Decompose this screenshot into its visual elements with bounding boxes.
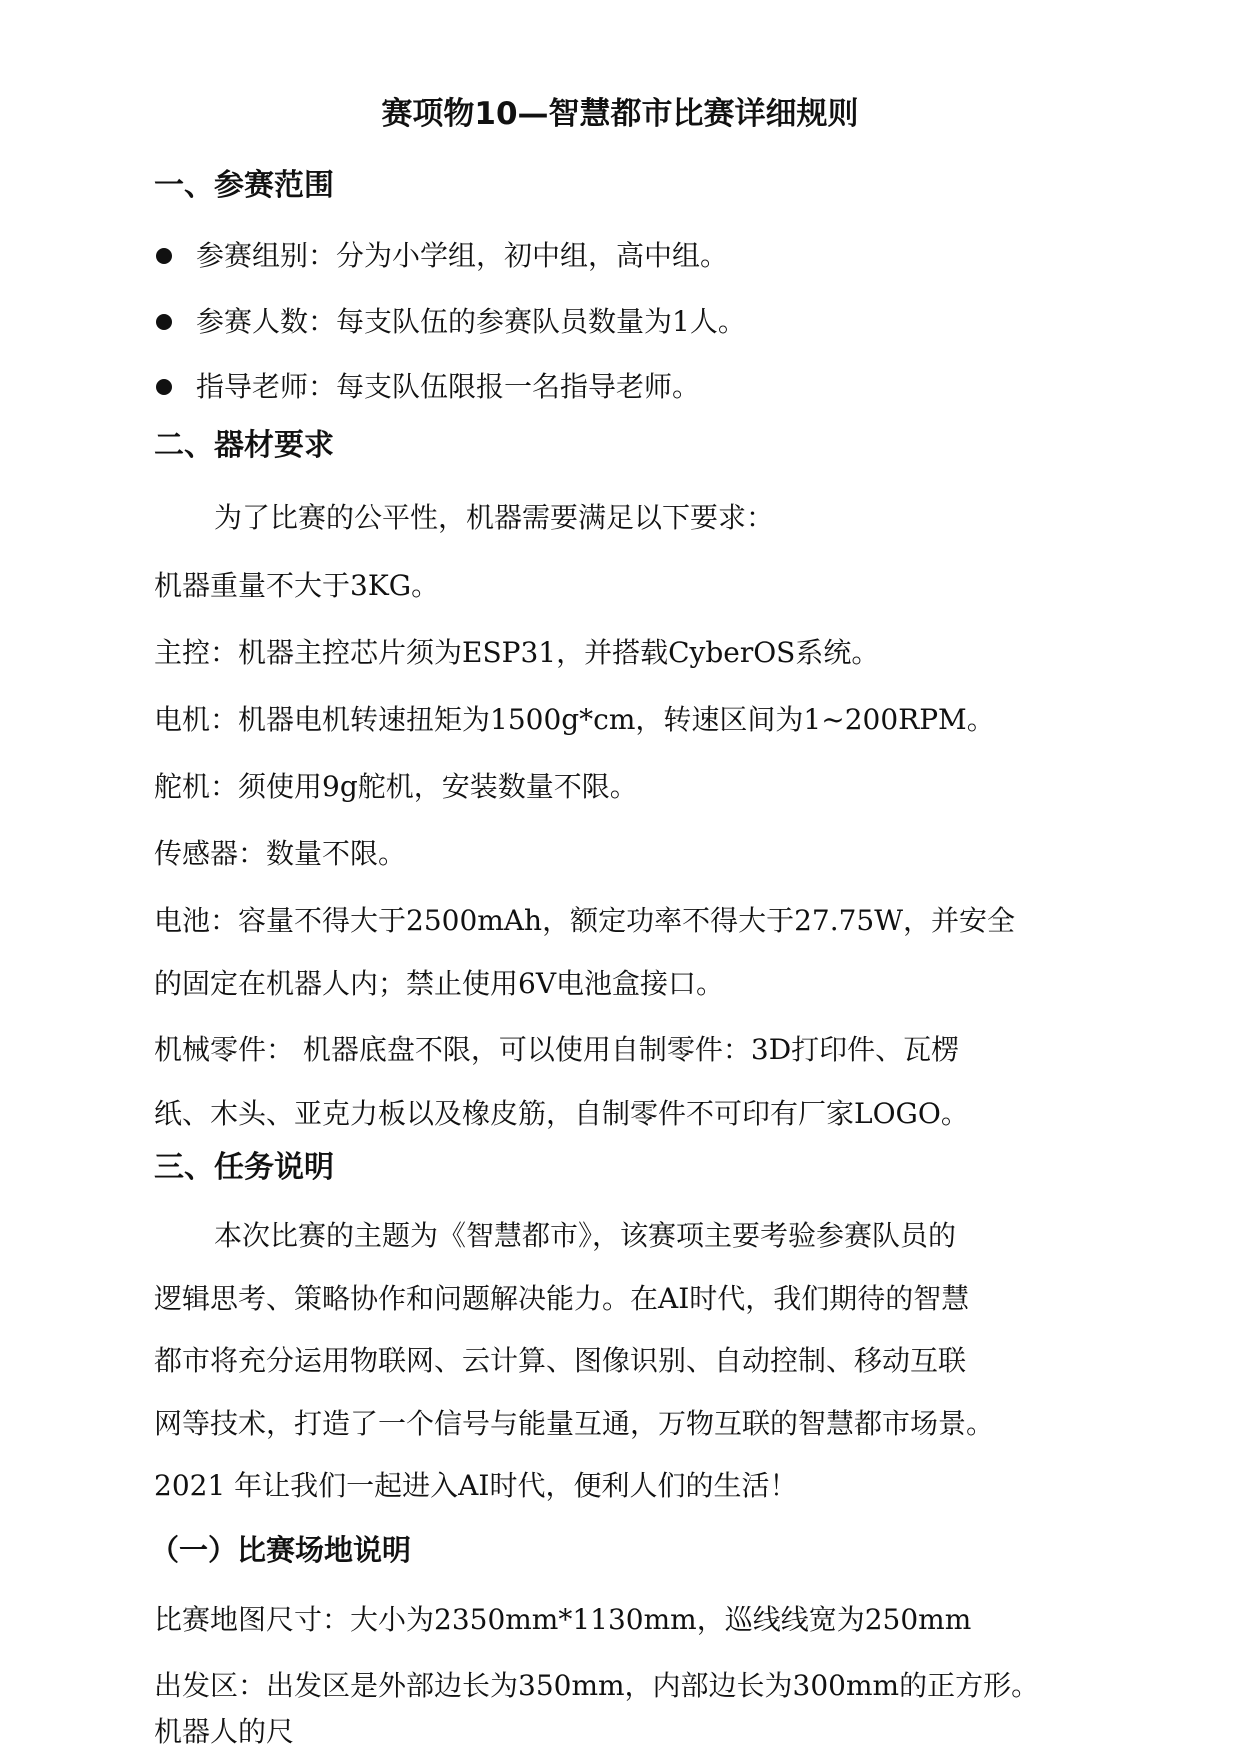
section-heading-task: 三、任务说明 bbox=[154, 1150, 334, 1185]
equipment-line: 传感器：数量不限。 bbox=[154, 837, 407, 870]
task-paragraph-line: 网等技术，打造了一个信号与能量互通，万物互联的智慧都市场景。 bbox=[154, 1407, 995, 1440]
section-heading-equipment: 二、器材要求 bbox=[154, 428, 334, 463]
equipment-line: 电池：容量不得大于2500mAh，额定功率不得大于27.75W，并安全 bbox=[154, 904, 1016, 937]
subsection-heading-venue: （一）比赛场地说明 bbox=[150, 1533, 412, 1567]
venue-line: 比赛地图尺寸：大小为2350mm*1130mm，巡线线宽为250mm bbox=[154, 1603, 972, 1636]
task-paragraph-line: 2021 年让我们一起进入AI时代，便利人们的生活！ bbox=[154, 1469, 798, 1502]
equipment-line: 纸、木头、亚克力板以及橡皮筋，自制零件不可印有厂家LOGO。 bbox=[154, 1097, 969, 1130]
task-paragraph-line: 都市将充分运用物联网、云计算、图像识别、自动控制、移动互联 bbox=[154, 1344, 967, 1377]
equipment-line: 机器重量不大于3KG。 bbox=[154, 569, 440, 602]
bullet-icon bbox=[156, 379, 172, 395]
task-paragraph-line: 逻辑思考、策略协作和问题解决能力。在AI时代，我们期待的智慧 bbox=[154, 1282, 970, 1315]
bullet-icon bbox=[156, 248, 172, 264]
equipment-line: 机械零件： 机器底盘不限，可以使用自制零件：3D打印件、瓦楞 bbox=[154, 1033, 960, 1066]
section-heading-participation: 一、参赛范围 bbox=[154, 168, 334, 203]
list-item-text: 参赛人数：每支队伍的参赛队员数量为1人。 bbox=[196, 305, 746, 338]
bullet-icon bbox=[156, 314, 172, 330]
equipment-line: 电机：机器电机转速扭矩为1500g*cm，转速区间为1~200RPM。 bbox=[154, 703, 995, 736]
equipment-line: 主控：机器主控芯片须为ESP31，并搭载CyberOS系统。 bbox=[154, 636, 880, 669]
document-title: 赛项物10—智慧都市比赛详细规则 bbox=[381, 96, 859, 132]
equipment-line: 舵机：须使用9g舵机，安装数量不限。 bbox=[154, 770, 638, 803]
task-paragraph-line: 本次比赛的主题为《智慧都市》，该赛项主要考验参赛队员的 bbox=[214, 1219, 957, 1252]
list-item-text: 指导老师：每支队伍限报一名指导老师。 bbox=[196, 370, 701, 403]
list-item-text: 参赛组别：分为小学组，初中组，高中组。 bbox=[196, 239, 729, 272]
equipment-line: 的固定在机器人内；禁止使用6V电池盒接口。 bbox=[154, 967, 725, 1000]
equipment-intro: 为了比赛的公平性，机器需要满足以下要求： bbox=[214, 501, 775, 534]
venue-line: 机器人的尺 bbox=[154, 1715, 295, 1748]
venue-line: 出发区：出发区是外部边长为350mm，内部边长为300mm的正方形。 bbox=[154, 1669, 1040, 1702]
